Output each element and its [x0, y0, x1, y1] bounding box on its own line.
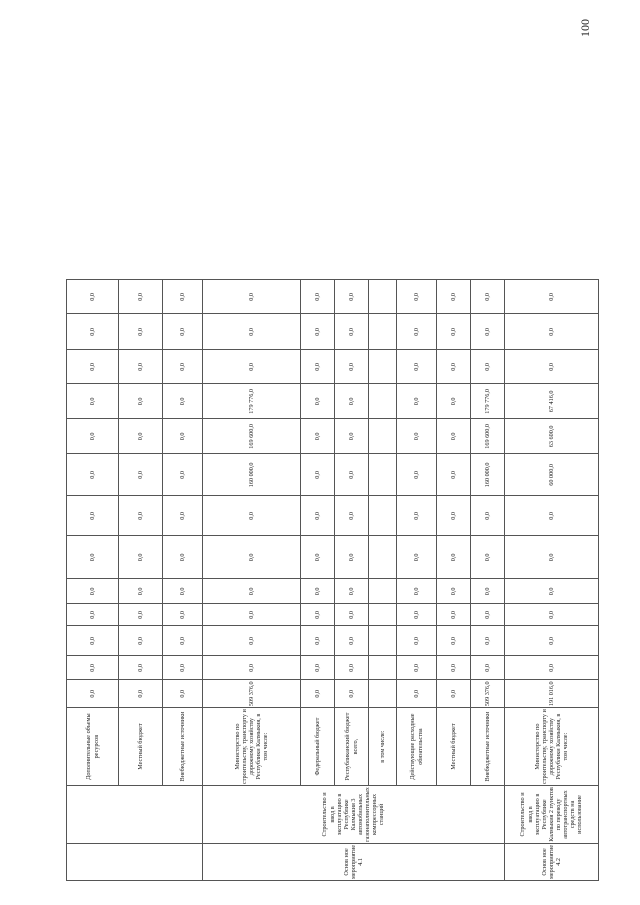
cell-value — [369, 656, 397, 680]
cell-value: 0,0 — [163, 626, 203, 656]
cell-value — [369, 350, 397, 384]
cell-value: 0,0 — [163, 454, 203, 496]
cell-value: 0,0 — [335, 579, 369, 604]
cell-value: 0,0 — [437, 454, 471, 496]
cell-value: 0,0 — [505, 536, 599, 579]
cell-value: 179 776,0 — [203, 384, 301, 419]
cell-value: 0,0 — [335, 680, 369, 708]
cell-value: 0,0 — [397, 419, 437, 454]
cell-value — [369, 604, 397, 626]
cell-value: 0,0 — [163, 280, 203, 314]
cell-funding-source: Республиканский бюджет всего, — [335, 708, 369, 786]
cell-value: 0,0 — [119, 350, 163, 384]
cell-value: 0,0 — [335, 656, 369, 680]
budget-table — [66, 279, 599, 881]
cell-value: 0,0 — [163, 604, 203, 626]
cell-value: 0,0 — [301, 496, 335, 536]
cell-value: 0,0 — [163, 496, 203, 536]
cell-funding-source: Местный бюджет — [119, 708, 163, 786]
cell-value: 0,0 — [203, 536, 301, 579]
cell-activity-name: Строительство и ввод в эксплуатацию в Республике Калмыкия 3 автомобильных газонаполнительных компрессорных станций — [203, 786, 505, 844]
cell-value: 0,0 — [335, 496, 369, 536]
cell-funding-source: Министерство по строительству, транспорту и дорожному хозяйству Республики Калмыкия, в том числе: — [203, 708, 301, 786]
cell-value: 0,0 — [203, 314, 301, 350]
cell-value: 67 416,0 — [505, 384, 599, 419]
cell-value: 0,0 — [437, 314, 471, 350]
cell-value: 0,0 — [203, 579, 301, 604]
cell-code: Основ ное мероприятие 4.1 — [203, 843, 505, 880]
cell-value: 0,0 — [67, 536, 119, 579]
cell-value: 0,0 — [203, 280, 301, 314]
cell-value: 0,0 — [301, 680, 335, 708]
cell-value: 0,0 — [471, 496, 505, 536]
cell-value: 0,0 — [397, 656, 437, 680]
cell-activity-name: Строительство и ввод в эксплуатацию в Республике Калмыкия 2 пунктов по переводу автотранспортных средств на использование — [505, 786, 599, 844]
cell-value — [369, 280, 397, 314]
cell-value: 0,0 — [163, 656, 203, 680]
cell-funding-source: Местный бюджет — [437, 708, 471, 786]
cell-value: 0,0 — [437, 350, 471, 384]
cell-value: 0,0 — [397, 350, 437, 384]
cell-value: 0,0 — [471, 626, 505, 656]
cell-funding-source: Федеральный бюджет — [301, 708, 335, 786]
cell-value — [369, 680, 397, 708]
cell-value: 0,0 — [301, 604, 335, 626]
cell-value: 0,0 — [301, 419, 335, 454]
cell-value: 0,0 — [301, 280, 335, 314]
cell-value: 0,0 — [397, 454, 437, 496]
cell-value: 169 600,0 — [471, 419, 505, 454]
cell-value: 0,0 — [119, 496, 163, 536]
cell-value: 0,0 — [301, 314, 335, 350]
table-row — [203, 280, 301, 881]
cell-funding-source: в том числе: — [369, 708, 397, 786]
table-row — [505, 280, 599, 881]
cell-value: 0,0 — [67, 454, 119, 496]
cell-value: 0,0 — [119, 604, 163, 626]
cell-value: 0,0 — [505, 314, 599, 350]
cell-value: 0,0 — [301, 536, 335, 579]
cell-value: 509 376,0 — [203, 680, 301, 708]
cell-value: 0,0 — [505, 280, 599, 314]
cell-value: 0,0 — [67, 604, 119, 626]
cell-value: 0,0 — [203, 350, 301, 384]
cell-value: 0,0 — [397, 384, 437, 419]
cell-value: 0,0 — [119, 579, 163, 604]
cell-value: 0,0 — [119, 680, 163, 708]
cell-value: 0,0 — [301, 626, 335, 656]
cell-value: 0,0 — [119, 656, 163, 680]
cell-value: 179 776,0 — [471, 384, 505, 419]
cell-value: 0,0 — [437, 419, 471, 454]
cell-funding-source: Внебюджетные источники — [471, 708, 505, 786]
cell-value: 0,0 — [505, 626, 599, 656]
cell-value: 0,0 — [437, 536, 471, 579]
cell-value — [369, 384, 397, 419]
cell-value: 0,0 — [437, 384, 471, 419]
cell-value: 0,0 — [335, 536, 369, 579]
cell-value: 0,0 — [437, 604, 471, 626]
cell-value: 0,0 — [119, 384, 163, 419]
cell-value: 0,0 — [119, 536, 163, 579]
cell-value — [369, 454, 397, 496]
cell-value: 0,0 — [67, 419, 119, 454]
cell-value: 0,0 — [67, 280, 119, 314]
table-row — [67, 280, 119, 881]
cell-value: 0,0 — [301, 350, 335, 384]
cell-value: 0,0 — [335, 280, 369, 314]
cell-value: 0,0 — [471, 579, 505, 604]
cell-value: 0,0 — [335, 384, 369, 419]
cell-activity-name — [67, 786, 203, 844]
cell-value: 0,0 — [437, 656, 471, 680]
cell-value: 0,0 — [335, 454, 369, 496]
cell-value: 0,0 — [163, 536, 203, 579]
cell-value: 0,0 — [301, 384, 335, 419]
cell-value: 0,0 — [203, 626, 301, 656]
cell-value: 0,0 — [203, 656, 301, 680]
cell-value: 0,0 — [67, 314, 119, 350]
cell-funding-source: Внебюджетные источники — [163, 708, 203, 786]
cell-value: 0,0 — [505, 496, 599, 536]
cell-value: 63 600,0 — [505, 419, 599, 454]
cell-value: 0,0 — [203, 604, 301, 626]
cell-funding-source: Дополнительные объемы ресурсов — [67, 708, 119, 786]
cell-value: 0,0 — [67, 626, 119, 656]
cell-value: 0,0 — [67, 350, 119, 384]
cell-value — [369, 579, 397, 604]
cell-value: 0,0 — [397, 604, 437, 626]
cell-value: 0,0 — [397, 496, 437, 536]
cell-value: 0,0 — [163, 350, 203, 384]
cell-value: 0,0 — [437, 496, 471, 536]
cell-value: 0,0 — [335, 314, 369, 350]
cell-funding-source: Министерство по строительству, транспорту и дорожному хозяйству Республики Калмыкия, в том числе: — [505, 708, 599, 786]
cell-funding-source: Действующие расходные обязательства — [397, 708, 437, 786]
cell-value: 0,0 — [471, 536, 505, 579]
cell-value: 0,0 — [437, 280, 471, 314]
cell-value: 191 016,0 — [505, 680, 599, 708]
cell-value: 0,0 — [163, 680, 203, 708]
cell-value: 0,0 — [335, 419, 369, 454]
cell-code: Основ ное мероприятие 4.2 — [505, 843, 599, 880]
cell-value: 0,0 — [397, 680, 437, 708]
cell-value — [369, 536, 397, 579]
cell-value: 0,0 — [471, 280, 505, 314]
cell-value: 0,0 — [335, 626, 369, 656]
cell-value: 0,0 — [335, 350, 369, 384]
cell-value: 0,0 — [505, 604, 599, 626]
cell-value: 0,0 — [471, 350, 505, 384]
cell-value: 0,0 — [397, 536, 437, 579]
cell-value: 0,0 — [119, 626, 163, 656]
cell-value: 0,0 — [119, 419, 163, 454]
cell-value — [369, 314, 397, 350]
cell-value: 160 000,0 — [203, 454, 301, 496]
cell-value: 0,0 — [163, 579, 203, 604]
cell-value: 0,0 — [505, 579, 599, 604]
cell-value: 0,0 — [437, 626, 471, 656]
cell-value: 0,0 — [67, 680, 119, 708]
cell-value — [369, 419, 397, 454]
cell-value: 0,0 — [471, 604, 505, 626]
cell-value: 0,0 — [397, 626, 437, 656]
cell-value: 0,0 — [397, 579, 437, 604]
cell-value — [369, 626, 397, 656]
cell-value: 0,0 — [301, 454, 335, 496]
cell-value: 0,0 — [119, 314, 163, 350]
cell-value: 160 000,0 — [471, 454, 505, 496]
page-number: 100 — [578, 19, 592, 37]
cell-value: 0,0 — [67, 496, 119, 536]
cell-value: 60 000,0 — [505, 454, 599, 496]
cell-value: 0,0 — [119, 454, 163, 496]
cell-value: 0,0 — [437, 579, 471, 604]
cell-value: 0,0 — [335, 604, 369, 626]
cell-value: 0,0 — [301, 579, 335, 604]
cell-value: 0,0 — [437, 680, 471, 708]
cell-value — [369, 496, 397, 536]
cell-value: 0,0 — [67, 384, 119, 419]
cell-value: 0,0 — [163, 419, 203, 454]
cell-value: 0,0 — [505, 350, 599, 384]
cell-value: 0,0 — [397, 280, 437, 314]
cell-value: 0,0 — [163, 384, 203, 419]
cell-code — [67, 843, 203, 880]
cell-value: 0,0 — [301, 656, 335, 680]
cell-value: 0,0 — [471, 656, 505, 680]
cell-value: 0,0 — [505, 656, 599, 680]
cell-value: 0,0 — [163, 314, 203, 350]
cell-value: 0,0 — [119, 280, 163, 314]
cell-value: 0,0 — [471, 314, 505, 350]
cell-value: 169 600,0 — [203, 419, 301, 454]
cell-value: 509 376,0 — [471, 680, 505, 708]
cell-value: 0,0 — [203, 496, 301, 536]
cell-value: 0,0 — [67, 579, 119, 604]
cell-value: 0,0 — [397, 314, 437, 350]
cell-value: 0,0 — [67, 656, 119, 680]
